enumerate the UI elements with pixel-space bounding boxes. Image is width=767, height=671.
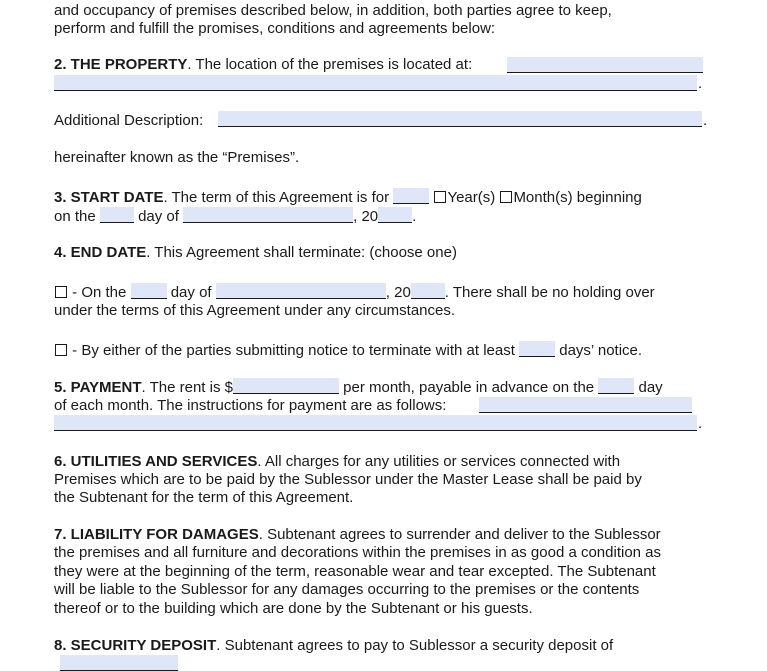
deposit-text-1: . Subtenant agrees to pay to Sublessor a security deposit of [216, 637, 614, 654]
payment-text-1: . The rent is $ [141, 379, 233, 396]
payment-instructions-field-2[interactable] [54, 415, 697, 431]
end-heading: 4. END DATE [54, 244, 147, 261]
start-year-prefix: , 20 [353, 208, 379, 225]
hereinafter-text: hereinafter known as the “Premises”. [54, 149, 300, 166]
start-day-of: day of [138, 208, 179, 225]
liability-line-4: will be liable to the Sublessor for any damages occurring to the premises or the contents [54, 581, 640, 598]
end-option-2-checkbox[interactable] [55, 344, 67, 356]
liability-line-3: they were at the beginning of the term, reasonable wear and tear excepted. The Subtenant [54, 563, 656, 580]
utilities-heading: 6. UTILITIES AND SERVICES [54, 453, 258, 470]
end-day-of: day of [170, 284, 212, 301]
utilities-line-2: Premises which are to be paid by the Sublessor under the Master Lease shall be paid by [54, 471, 642, 488]
years-checkbox[interactable] [434, 191, 446, 203]
property-location-period: . [698, 75, 703, 92]
start-day-field[interactable] [100, 207, 134, 223]
utilities-text-1: . All charges for any utilities or services connected with [257, 453, 621, 470]
end-option-1 [54, 283, 655, 302]
start-year-field[interactable] [378, 207, 412, 223]
start-month-field[interactable] [183, 207, 353, 223]
end-year-field[interactable] [411, 283, 445, 299]
end-month-field[interactable] [216, 283, 386, 299]
months-checkbox[interactable] [500, 191, 512, 203]
start-heading: 3. START DATE [54, 189, 164, 206]
liability-heading: 7. LIABILITY FOR DAMAGES [54, 526, 259, 543]
property-line [54, 56, 472, 74]
liability-line-2: the premises and all furniture and decorations within the premises in as good a condition as [54, 544, 662, 561]
property-location-field[interactable] [507, 57, 703, 73]
property-location-field-2[interactable] [54, 75, 697, 91]
end-opt1-prefix: - On the [72, 284, 127, 301]
end-day-field[interactable] [131, 283, 167, 299]
years-label: Year(s) [447, 189, 496, 206]
end-line [54, 244, 457, 262]
end-option-1-checkbox[interactable] [55, 286, 67, 298]
payment-text-2: per month, payable in advance on the [343, 379, 595, 396]
payment-heading: 5. PAYMENT [54, 379, 142, 396]
end-opt2-suffix: days’ notice. [559, 342, 643, 359]
end-opt1-suffix: . There shall be no holding over [444, 284, 655, 301]
property-text: . The location of the premises is located at: [187, 56, 473, 73]
end-text: . This Agreement shall terminate: (choose one) [146, 244, 457, 261]
notice-days-field[interactable] [519, 341, 555, 357]
payment-instructions-field[interactable] [479, 397, 692, 413]
payment-line-1 [54, 378, 663, 397]
end-option-1-line-2: under the terms of this Agreement under any circumstances. [54, 302, 456, 319]
additional-description-field[interactable] [218, 111, 702, 127]
term-length-field[interactable] [393, 188, 429, 204]
deposit-heading: 8. SECURITY DEPOSIT [54, 637, 217, 654]
deposit-line-1 [54, 637, 613, 655]
start-line-1 [54, 188, 642, 207]
intro-line-1: and occupancy of premises described below, in addition, both parties agree to keep, [54, 2, 612, 19]
payment-period: . [698, 415, 703, 432]
start-on-the: on the [54, 208, 96, 225]
intro-line-2: perform and fulfill the promises, conditions and agreements below: [54, 20, 496, 37]
additional-description-period: . [703, 112, 708, 129]
payment-line-2: of each month. The instructions for payment are as follows: [54, 397, 447, 414]
start-text: . The term of this Agreement is for [163, 189, 390, 206]
property-heading: 2. THE PROPERTY [54, 56, 188, 73]
liability-text-1: . Subtenant agrees to surrender and deliver to the Sublessor [258, 526, 661, 543]
start-line-2 [54, 207, 416, 226]
additional-description-label: Additional Description: [54, 112, 204, 129]
end-opt2-prefix: - By either of the parties submitting notice to terminate with at least [72, 342, 515, 359]
months-label: Month(s) beginning [513, 189, 642, 206]
utilities-line-3: the Subtenant for the term of this Agreement. [54, 489, 354, 506]
deposit-amount-field[interactable] [60, 655, 178, 671]
utilities-line-1 [54, 453, 620, 471]
payment-text-3: day [638, 379, 663, 396]
rent-amount-field[interactable] [233, 378, 339, 394]
start-period: . [412, 208, 417, 225]
liability-line-1 [54, 526, 661, 544]
payment-day-field[interactable] [598, 378, 634, 394]
end-option-2 [54, 341, 642, 360]
end-year-prefix: , 20 [385, 284, 411, 301]
liability-line-5: thereof or to the building which are done by the Subtenant or his guests. [54, 600, 533, 617]
